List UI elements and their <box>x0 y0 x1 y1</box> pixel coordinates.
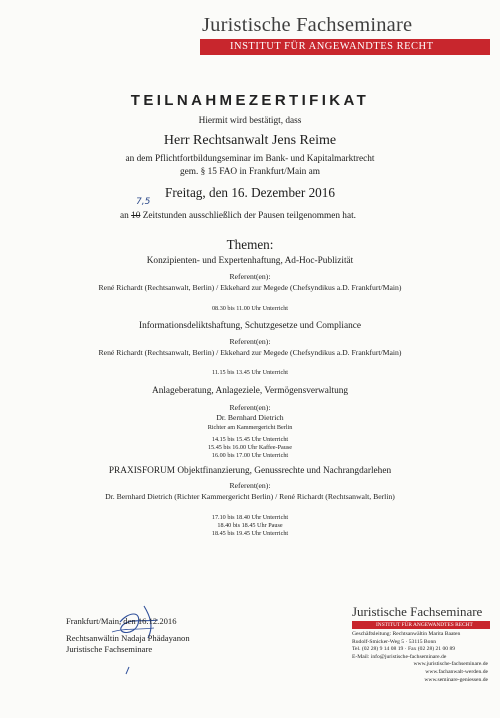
place-date: Frankfurt/Main, den 16.12.2016 <box>66 616 177 626</box>
contact-management: Geschäftsleitung: Rechtsanwältin Marita Baaten <box>352 631 461 637</box>
topic-4-time-2: 18.40 bis 18.45 Uhr Pause <box>217 522 283 529</box>
topic-3-time-1: 14.15 bis 15.45 Uhr Unterricht <box>211 436 289 443</box>
topic-4-speakers: Dr. Bernhard Dietrich (Richter Kammergericht Berlin) / René Richardt (Rechtsanwalt, Berlin) <box>105 492 395 501</box>
hours-line <box>120 211 356 221</box>
topic-4-time-1: 17.10 bis 18.40 Uhr Unterricht <box>211 514 289 521</box>
seminar-line: an dem Pflichtfortbildungseminar im Bank- und Kapitalmarktrecht <box>125 154 375 164</box>
signatory-name: Rechtsanwältin Nadaja Phädayanon <box>66 633 190 643</box>
topic-2-speakers: René Richardt (Rechtsanwalt, Berlin) / Ekkehard zur Megede (Chefsyndikus a.D. Frankfurt/Main) <box>98 348 402 357</box>
contact-email: E-Mail: info@juristische-fachseminare.de <box>352 653 447 660</box>
topic-2-title: Informationsdeliktshaftung, Schutzgesetze und Compliance <box>138 321 362 331</box>
topic-2-ref-label: Referent(en): <box>229 337 271 346</box>
pen-mark <box>122 664 134 676</box>
certificate-title: TEILNAHMEZERTIFIKAT <box>130 92 370 109</box>
header-logo <box>200 14 490 55</box>
topic-1-ref-label: Referent(en): <box>229 272 271 281</box>
topic-1-speakers: René Richardt (Rechtsanwalt, Berlin) / Ekkehard zur Megede (Chefsyndikus a.D. Frankfurt/Main) <box>98 283 402 292</box>
signatory-org: Juristische Fachseminare <box>66 644 153 654</box>
contact-website-3: www.seminare-geniessen.de <box>424 676 488 683</box>
footer-contact <box>352 631 492 684</box>
topic-3-ref-label: Referent(en): <box>229 403 271 412</box>
footer-brand-name: Juristische Fachseminare <box>352 604 483 619</box>
topic-3-time-2: 15.45 bis 16.00 Uhr Kaffee-Pause <box>207 444 293 451</box>
intro-text: Hiermit wird bestätigt, dass <box>198 116 302 126</box>
topic-1-time: 08.30 bis 11.00 Uhr Unterricht <box>211 305 289 312</box>
brand-subtitle: INSTITUT FÜR ANGEWANDTES RECHT <box>200 39 490 55</box>
contact-website-2: www.fachanwalt-werden.de <box>425 668 488 675</box>
hours-prefix: an <box>120 211 129 221</box>
topic-4-title: PRAXISFORUM Objektfinanzierung, Genussrechte und Nachrangdarlehen <box>108 466 392 476</box>
contact-address: Rudolf-Smicker-Weg 5 · 53115 Bonn <box>352 638 437 645</box>
topic-3-time-3: 16.00 bis 17.00 Uhr Unterricht <box>211 452 289 459</box>
contact-website-1: www.juristische-fachseminare.de <box>413 661 488 668</box>
themes-heading: Themen: <box>226 237 274 252</box>
participant-name: Herr Rechtsanwalt Jens Reime <box>163 133 337 148</box>
hours-suffix: Zeitstunden ausschließlich der Pausen teilgenommen hat. <box>142 211 356 221</box>
topic-3-speaker: Dr. Bernhard Dietrich <box>216 413 284 422</box>
topic-4-ref-label: Referent(en): <box>229 481 271 490</box>
hours-correction: 7,5 <box>136 197 151 207</box>
contact-phone: Tel. (02 28) 9 14 08 19 · Fax (02 28) 21 00 89 <box>352 646 456 653</box>
topic-4-time-3: 18.45 bis 19.45 Uhr Unterricht <box>211 530 289 537</box>
footer-logo <box>352 604 490 629</box>
topic-1-title: Konzipienten- und Expertenhaftung, Ad-Hoc-Publizität <box>146 256 354 266</box>
seminar-date: Freitag, den 16. Dezember 2016 <box>165 185 335 200</box>
fao-line: gem. § 15 FAO in Frankfurt/Main am <box>179 167 321 177</box>
topic-2-time: 11.15 bis 13.45 Uhr Unterricht <box>211 369 289 376</box>
brand-name: Juristische Fachseminare <box>202 14 413 36</box>
footer-brand-subtitle: INSTITUT FÜR ANGEWANDTES RECHT <box>352 621 490 629</box>
topic-3-speaker-role: Richter am Kammergericht Berlin <box>207 424 293 431</box>
hours-struck: 10 <box>131 211 141 221</box>
topic-3-title: Anlageberatung, Anlageziele, Vermögensverwaltung <box>151 386 349 396</box>
signature-block <box>66 616 190 655</box>
